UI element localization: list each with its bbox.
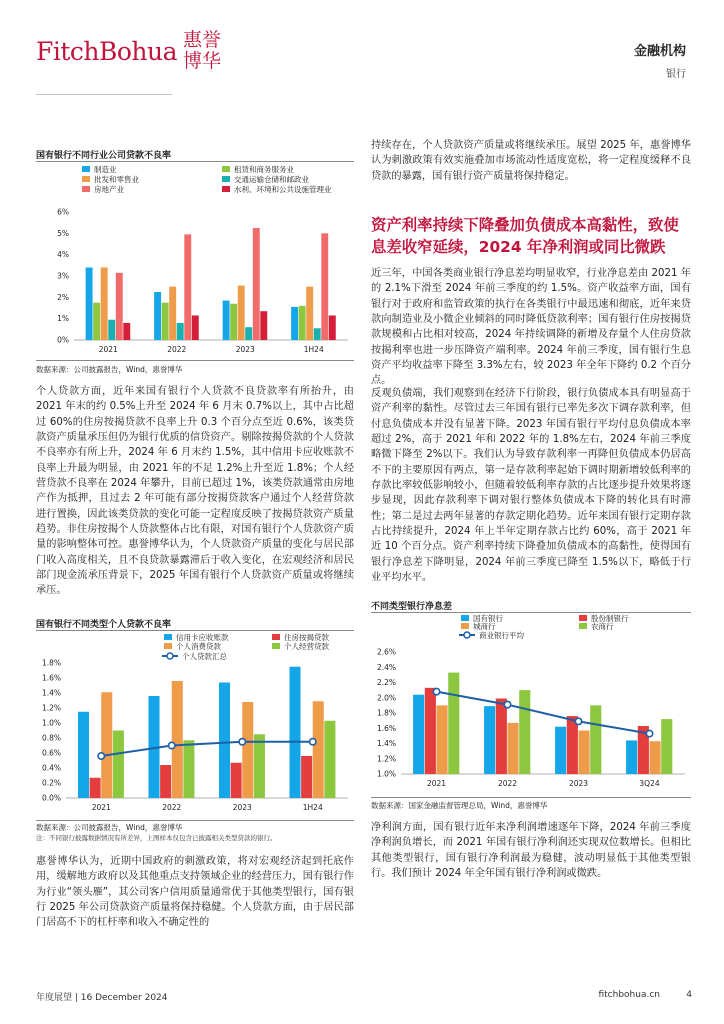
section-headline: 资产利率持续下降叠加负债成本高黏性，致使息差收窄延续，2024 年净利润或同比微跌 xyxy=(371,216,679,256)
bar-1-2 xyxy=(508,723,519,774)
category-title: 金融机构 xyxy=(633,44,686,59)
bar-1-0 xyxy=(484,706,495,774)
line-point xyxy=(98,753,104,759)
x-tick-label: 2022 xyxy=(167,345,187,354)
bar-2-5 xyxy=(260,311,267,340)
x-tick-label: 2021 xyxy=(91,803,111,812)
legend-line-marker xyxy=(464,632,470,638)
y-tick-label: 6% xyxy=(57,207,69,217)
y-tick-label: 1.4% xyxy=(376,739,396,748)
bar-1-1 xyxy=(160,765,171,798)
bar-3-3 xyxy=(324,721,335,798)
legend-swatch xyxy=(222,166,230,172)
legend-swatch xyxy=(222,186,230,192)
y-tick-label: 2.2% xyxy=(376,678,396,687)
y-tick-label: 0.6% xyxy=(41,748,61,758)
x-tick-label: 2022 xyxy=(497,779,518,788)
logo-wordmark: FitchBohua xyxy=(36,36,178,66)
y-tick-label: 1.0% xyxy=(41,718,61,728)
bar-0-2 xyxy=(101,267,108,340)
legend-line-marker xyxy=(167,653,173,659)
line-point xyxy=(575,718,581,724)
legend-label: 农商行 xyxy=(591,622,614,631)
y-tick-label: 4% xyxy=(57,250,69,260)
legend-swatch xyxy=(272,634,280,640)
fig1-bottom-rule xyxy=(36,360,354,361)
legend-swatch xyxy=(164,634,172,640)
chart-industry-npl xyxy=(36,162,354,362)
bar-2-3 xyxy=(245,327,252,340)
para-net-profit: 净利润方面，国有银行近年来净利润增速逐年下降，2024 年前三季度净利润负增长，而 2021 年国有银行净利润还实现双位数增长。但相比其他类型银行，国有银行净利润最为稳健，波动明显低于其他类型银行。我们预计 2024 年全年国有银行净利润或微跌。 xyxy=(371,822,691,880)
y-tick-label: 5% xyxy=(57,228,69,238)
legend-swatch xyxy=(82,186,90,192)
x-tick-label: 2023 xyxy=(568,779,589,788)
y-tick-label: 2% xyxy=(57,292,69,302)
bar-0-1 xyxy=(90,778,101,798)
legend-label: 住房按揭贷款 xyxy=(284,633,329,642)
legend-swatch xyxy=(579,615,587,621)
bar-3-0 xyxy=(626,740,637,774)
x-tick-label: 2023 xyxy=(232,803,252,812)
para-net-interest-margin: 近三年，中国各类商业银行净息差均明显收窄，行业净息差由 2021 年的 2.1%下滑至 2024 年前三季度的约 1.5%。资产收益率方面，国有银行对于政府和监管政策的执行在各类银行中最迅速和彻底，近年来贷款向制造业及小微企业倾斜的同时降低贷款利率；国有银行住房按揭贷款规模和占比相对较高，2024 年持续调降的新增及存量个人住房贷款按揭利率也进一步压降资产端利率。2024 年前三季度，国有银行生息资产平均收益率下降至 3.3%左右，较 2023 年全年下降约 0.2 个百分点。 xyxy=(371,268,691,387)
x-tick-label: 1H24 xyxy=(303,345,324,354)
y-tick-label: 1.6% xyxy=(376,723,396,733)
bar-0-5 xyxy=(123,323,130,340)
y-tick-label: 1.2% xyxy=(41,703,61,713)
fig1-source: 数据来源：公司披露报告，Wind，惠誉博华 xyxy=(36,365,183,374)
line-point xyxy=(169,742,175,748)
bar-1-0 xyxy=(154,292,161,340)
y-tick-label: 1.8% xyxy=(41,658,61,668)
bar-2-1 xyxy=(567,716,578,774)
y-tick-label: 0.0% xyxy=(41,793,61,803)
y-tick-label: 2.4% xyxy=(376,662,396,672)
bar-2-2 xyxy=(579,731,590,774)
bar-3-0 xyxy=(289,667,300,798)
bar-2-1 xyxy=(230,304,237,340)
fig3-bottom-rule xyxy=(371,797,691,798)
x-tick-label: 2023 xyxy=(235,345,255,354)
line-series xyxy=(101,742,313,756)
bar-3-5 xyxy=(329,315,336,340)
fig2-note: 注：不同银行披露数据情况有所差异，上图样本仅包含已披露相关类型贷款的银行。 xyxy=(36,834,277,842)
x-tick-label: 3Q24 xyxy=(639,779,660,788)
bar-0-0 xyxy=(86,267,93,340)
bar-3-3 xyxy=(661,719,672,774)
y-tick-label: 1% xyxy=(57,314,69,324)
legend-label: 股份制银行 xyxy=(591,614,629,623)
legend-label: 水利、环境和公共设施管理业 xyxy=(234,185,332,194)
bar-2-0 xyxy=(223,301,230,340)
legend-label: 城商行 xyxy=(473,622,496,631)
bar-0-2 xyxy=(437,705,448,774)
y-tick-label: 0.8% xyxy=(41,733,61,743)
bar-3-2 xyxy=(313,701,324,798)
line-point xyxy=(239,739,245,745)
legend-swatch xyxy=(222,176,230,182)
y-tick-label: 2.6% xyxy=(376,647,396,657)
y-tick-label: 1.4% xyxy=(41,688,61,698)
bar-2-1 xyxy=(231,763,242,798)
bar-2-3 xyxy=(254,734,265,798)
legend-label: 个人贷款汇总 xyxy=(182,652,227,661)
line-point xyxy=(433,688,439,694)
fig2-title: 国有银行不同类型个人贷款不良率 xyxy=(36,620,172,630)
category-subtitle: 银行 xyxy=(666,69,686,80)
bar-2-2 xyxy=(242,702,253,798)
bar-1-3 xyxy=(183,740,194,798)
x-tick-label: 2021 xyxy=(98,345,118,354)
legend-label: 个人经营贷款 xyxy=(284,642,329,651)
legend-label: 制造业 xyxy=(94,165,117,174)
y-tick-label: 3% xyxy=(57,271,69,281)
legend-swatch xyxy=(82,176,90,182)
bar-0-3 xyxy=(113,731,124,799)
bar-1-2 xyxy=(172,681,183,798)
brand-logo xyxy=(36,30,227,72)
page-number: 4 xyxy=(686,990,692,1000)
bar-0-0 xyxy=(413,695,424,774)
legend-label: 租赁和商务服务业 xyxy=(234,165,294,174)
footer-website: fitchbohua.cn xyxy=(598,990,660,1000)
bar-0-0 xyxy=(78,712,89,798)
legend-swatch xyxy=(461,623,469,629)
bar-2-3 xyxy=(590,705,601,774)
legend-swatch xyxy=(82,166,90,172)
footer-report-date: 年度展望 | 16 December 2024 xyxy=(36,993,168,1003)
x-tick-label: 2022 xyxy=(162,803,182,812)
bar-1-1 xyxy=(162,303,169,340)
legend-swatch xyxy=(164,643,172,649)
report-category xyxy=(634,40,686,80)
legend-label: 交通运输仓储和邮政业 xyxy=(234,175,309,184)
bar-0-3 xyxy=(448,673,459,774)
fig3-source: 数据来源：国家金融监督管理总局，Wind，惠誉博华 xyxy=(371,801,548,810)
bar-1-4 xyxy=(184,234,191,340)
para-liability-cost: 反观负债端，我们观察到在经济下行阶段，银行负债成本具有明显高于资产利率的黏性。尽管过去三年国有银行已率先多次下调存款利率，但付息负债成本并没有显著下降。2023 年国有银行平均付息负债成本率超过 2%，高于 2021 年和 2022 年的 1.8%左右，2024 年前三季度略微下降至 2%以下。我们认为导致存款利率一再降但负债成本仍居高不下的主要原因有两点，第一是存款利率起始下调时期新增较低利率的存款比率较低影响较小，但随着较低利率存款的占比逐步提升效果将逐步显现，因此存款利率下调对银行整体负债成本下降的转化具有时滞性；第二是过去两年显著的存款定期化趋势。近年来国有银行定期存款占比持续提升，2024 年上半年定期存款占比约 60%，高于 2021 年近 10 个百分点。资产利率持续下降叠加负债成本的高黏性，使得国有银行净息差下降明显，2024 年前三季度已降至 1.5%以下，略低于行业平均水平。 xyxy=(371,388,691,584)
y-tick-label: 1.2% xyxy=(376,754,396,764)
legend-swatch xyxy=(579,623,587,629)
x-tick-label: 1H24 xyxy=(302,803,323,812)
legend-label: 商业银行平均 xyxy=(479,631,524,640)
x-tick-label: 2021 xyxy=(426,779,447,788)
bar-2-0 xyxy=(219,683,230,799)
bar-2-2 xyxy=(238,286,245,340)
legend-swatch xyxy=(461,615,469,621)
legend-label: 个人消费贷款 xyxy=(176,642,221,651)
bar-3-0 xyxy=(291,307,298,340)
bar-1-1 xyxy=(496,699,507,774)
line-point xyxy=(504,701,510,707)
y-tick-label: 0.4% xyxy=(41,763,61,773)
legend-label: 信用卡应收账款 xyxy=(176,633,229,642)
chart-bank-nim xyxy=(371,613,691,798)
legend-swatch xyxy=(272,643,280,649)
bar-2-0 xyxy=(555,727,566,774)
bar-3-3 xyxy=(314,328,321,340)
line-point xyxy=(646,730,652,736)
bar-0-3 xyxy=(108,320,115,340)
para-outlook: 惠誉博华认为，近期中国政府的刺激政策，将对宏观经济起到托底作用，缓解地方政府以及其他重点支持领域企业的经营压力，国有银行作为行业“领头雁”，其公司客户信用质量通常优于其他类型银行，国有银行 2025 年公司贷款资产质量将保持稳健。个人贷款方面，由于居民部门居高不下的杠杆率和收入不确定性的 xyxy=(36,856,354,929)
para-personal-loans: 个人贷款方面，近年来国有银行个人贷款不良贷款率有所抬升，由 2021 年末的约 0.5%上升至 2024 年 6 月末 0.7%以上，其中占比超过 60%的住房按揭贷款不良率上升 0.3 个百分点至近 0.6%，该类贷款资产质量承压但仍为银行优质的信贷资产。剔除按揭贷款的个人贷款不良率亦有所上升，2024 年 6 月末约 1.5%，其中信用卡应收账款不良率上升最为明显，由 2021 年的不足 1.2%上升至近 1.8%；个人经营贷款不良率在 2024 年攀升，目前已超过 1%，该类贷款通常由房地产作为抵押，且过去 2 年可能有部分按揭贷款客户通过个人经营贷款进行置换，因此该类贷款的变化可能一定程度反映了按揭贷款资产质量趋势。非住房按揭个人贷款整体占比有限，对国有银行个人贷款资产质量的影响整体可控。惠誉博华认为，个人贷款资产质量的变化与居民部门收入高度相关，且不良贷款暴露滞后于收入变化，在宏观经济和居民部门现金流承压背景下，2025 年国有银行个人贷款资产质量或将继续承压。 xyxy=(36,386,354,597)
chart-personal-npl xyxy=(36,631,354,821)
bar-3-2 xyxy=(650,741,661,774)
bar-3-1 xyxy=(301,756,312,798)
legend-label: 国有银行 xyxy=(473,614,503,623)
y-tick-label: 1.0% xyxy=(376,769,396,779)
y-tick-label: 1.6% xyxy=(41,673,61,683)
bar-0-2 xyxy=(101,692,112,798)
bar-3-4 xyxy=(321,233,328,340)
fig2-source: 数据来源：公司披露报告，Wind，惠誉博华 xyxy=(36,823,183,832)
bar-1-5 xyxy=(192,315,199,340)
y-tick-label: 2.0% xyxy=(376,693,396,703)
bar-0-1 xyxy=(93,303,100,340)
bar-1-2 xyxy=(169,287,176,340)
legend-label: 批发和零售业 xyxy=(94,175,139,184)
y-tick-label: 1.8% xyxy=(376,708,396,718)
bar-1-3 xyxy=(519,690,530,774)
y-tick-label: 0% xyxy=(57,335,69,345)
page-footer xyxy=(36,990,692,1003)
line-point xyxy=(310,739,316,745)
fig3-title: 不同类型银行净息差 xyxy=(371,602,453,612)
bar-3-1 xyxy=(299,306,306,340)
bar-1-3 xyxy=(177,323,184,340)
y-tick-label: 0.2% xyxy=(41,778,61,788)
bar-3-2 xyxy=(306,287,313,340)
legend-label: 房地产业 xyxy=(94,185,124,194)
logo-chinese-mark: 惠誉博华 xyxy=(183,29,222,72)
para-continuation: 持续存在，个人贷款资产质量或将继续承压。展望 2025 年，惠誉博华认为刺激政策有效实施叠加市场流动性适度宽松，将一定程度缓释不良贷款的暴露，国有银行资产质量将保持稳定。 xyxy=(371,140,691,182)
bar-0-1 xyxy=(425,688,436,774)
header-divider xyxy=(36,94,172,95)
line-series xyxy=(437,692,650,734)
bar-0-4 xyxy=(116,273,123,340)
fig1-title: 国有银行不同行业公司贷款不良率 xyxy=(36,151,172,161)
bar-2-4 xyxy=(253,228,260,340)
fig2-bottom-rule xyxy=(36,820,354,821)
